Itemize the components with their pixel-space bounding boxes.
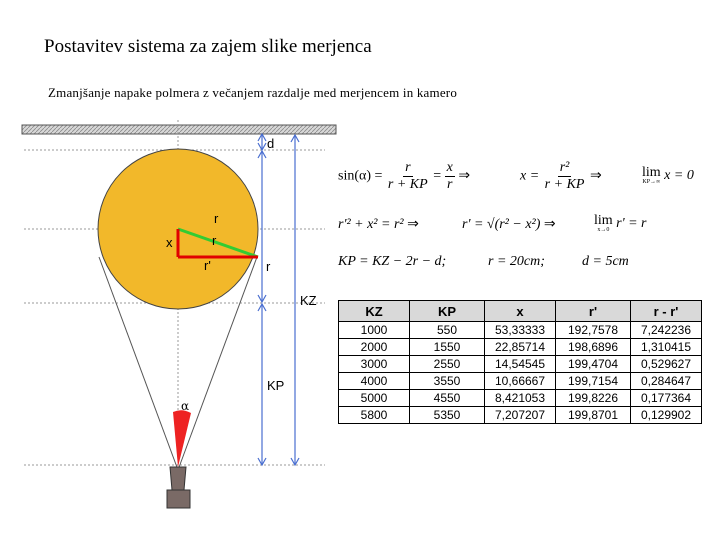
- cell-diff: 0,129902: [631, 407, 702, 424]
- cell-r-prime: 198,6896: [556, 339, 631, 356]
- cell-diff: 0,284647: [631, 373, 702, 390]
- x-lhs: x =: [520, 168, 540, 184]
- label-x: x: [166, 235, 173, 250]
- cell-r-prime: 199,8226: [556, 390, 631, 407]
- frac-den: r: [446, 177, 453, 192]
- header-kp: KP: [410, 301, 485, 322]
- formula-lim-r: [594, 214, 647, 234]
- sin-lhs: sin(α) =: [338, 168, 383, 184]
- lim-subscript: x→0: [597, 227, 610, 233]
- cell-x: 10,66667: [485, 373, 556, 390]
- lim-operator: [594, 214, 613, 234]
- implies-symbol: ⇒: [589, 168, 602, 184]
- cell-diff: 0,529627: [631, 356, 702, 373]
- frac-den: r + KP: [544, 177, 585, 192]
- camera-base: [167, 490, 190, 508]
- cell-diff: 0,177364: [631, 390, 702, 407]
- cell-x: 7,207207: [485, 407, 556, 424]
- fraction-r2-over-rkp: [543, 160, 587, 193]
- label-alpha: α: [181, 399, 190, 413]
- cell-kz: 5000: [339, 390, 410, 407]
- table-row: [339, 373, 702, 390]
- table-row: [339, 322, 702, 339]
- implies-symbol: ⇒: [543, 217, 556, 232]
- formula-d-value: d = 5cm: [582, 254, 629, 269]
- cell-kp: 1550: [410, 339, 485, 356]
- header-r-prime: r': [556, 301, 631, 322]
- cell-x: 14,54545: [485, 356, 556, 373]
- frac-num: x: [446, 160, 453, 175]
- table-row: [339, 339, 702, 356]
- cell-kz: 2000: [339, 339, 410, 356]
- header-kz: KZ: [339, 301, 410, 322]
- lim-subscript: KP→∞: [642, 179, 661, 185]
- lim-word: lim: [594, 213, 613, 228]
- cell-diff: 7,242236: [631, 322, 702, 339]
- formula-lim-x: [642, 166, 694, 186]
- label-kz: KZ: [300, 293, 317, 308]
- implies-symbol: ⇒: [458, 168, 471, 184]
- lim-operator: [642, 166, 661, 186]
- rprime-expr: r' = √(r² − x²): [462, 217, 541, 232]
- cell-x: 53,33333: [485, 322, 556, 339]
- cell-kp: 5350: [410, 407, 485, 424]
- cell-kp: 2550: [410, 356, 485, 373]
- lim-expression: x = 0: [664, 168, 694, 184]
- cell-kz: 3000: [339, 356, 410, 373]
- cell-kz: 1000: [339, 322, 410, 339]
- implies-symbol: ⇒: [407, 217, 419, 232]
- formula-r-value: r = 20cm;: [488, 254, 545, 269]
- fraction-x-over-r: [445, 160, 455, 193]
- cell-kp: 4550: [410, 390, 485, 407]
- table-row: [339, 390, 702, 407]
- fraction-r-over-rkp: [386, 160, 430, 193]
- table-row: [339, 356, 702, 373]
- formula-kp: KP = KZ − 2r − d;: [338, 254, 447, 269]
- lim-word: lim: [642, 165, 661, 180]
- cell-r-prime: 199,4704: [556, 356, 631, 373]
- equals: =: [433, 168, 442, 184]
- page-title: Postavitev sistema za zajem slike merjenca: [44, 36, 372, 57]
- header-r-minus-r-prime: r - r': [631, 301, 702, 322]
- cell-diff: 1,310415: [631, 339, 702, 356]
- label-r-diag: r: [212, 233, 217, 248]
- label-d: d: [267, 136, 275, 151]
- frac-num: r²: [559, 160, 570, 175]
- label-r-top: r: [214, 211, 219, 226]
- label-kp: KP: [267, 378, 285, 393]
- cell-kp: 550: [410, 322, 485, 339]
- label-r-prime: r': [204, 258, 211, 273]
- label-r-side: r: [266, 259, 271, 274]
- table-header-row: [339, 301, 702, 322]
- header-x: x: [485, 301, 556, 322]
- formula-pythagoras: [338, 216, 419, 233]
- lim-expression: r' = r: [616, 216, 647, 232]
- formula-x: [520, 160, 602, 193]
- cell-r-prime: 199,8701: [556, 407, 631, 424]
- frac-den: r + KP: [387, 177, 428, 192]
- dimension-lines: [258, 134, 299, 465]
- cell-kp: 3550: [410, 373, 485, 390]
- cell-r-prime: 192,7578: [556, 322, 631, 339]
- cell-x: 8,421053: [485, 390, 556, 407]
- page-subtitle: Zmanjšanje napake polmera z večanjem razdalje med merjencem in kamero: [48, 85, 458, 100]
- pythagoras-expr: r'² + x² = r²: [338, 217, 404, 232]
- wall-plate: [22, 125, 336, 134]
- formula-sin: [338, 160, 470, 193]
- formula-rprime: [462, 216, 556, 233]
- cell-r-prime: 199,7154: [556, 373, 631, 390]
- cell-x: 22,85714: [485, 339, 556, 356]
- cell-kz: 4000: [339, 373, 410, 390]
- results-table: [338, 300, 702, 424]
- table-row: [339, 407, 702, 424]
- cell-kz: 5800: [339, 407, 410, 424]
- camera: [170, 467, 186, 490]
- frac-num: r: [405, 160, 411, 175]
